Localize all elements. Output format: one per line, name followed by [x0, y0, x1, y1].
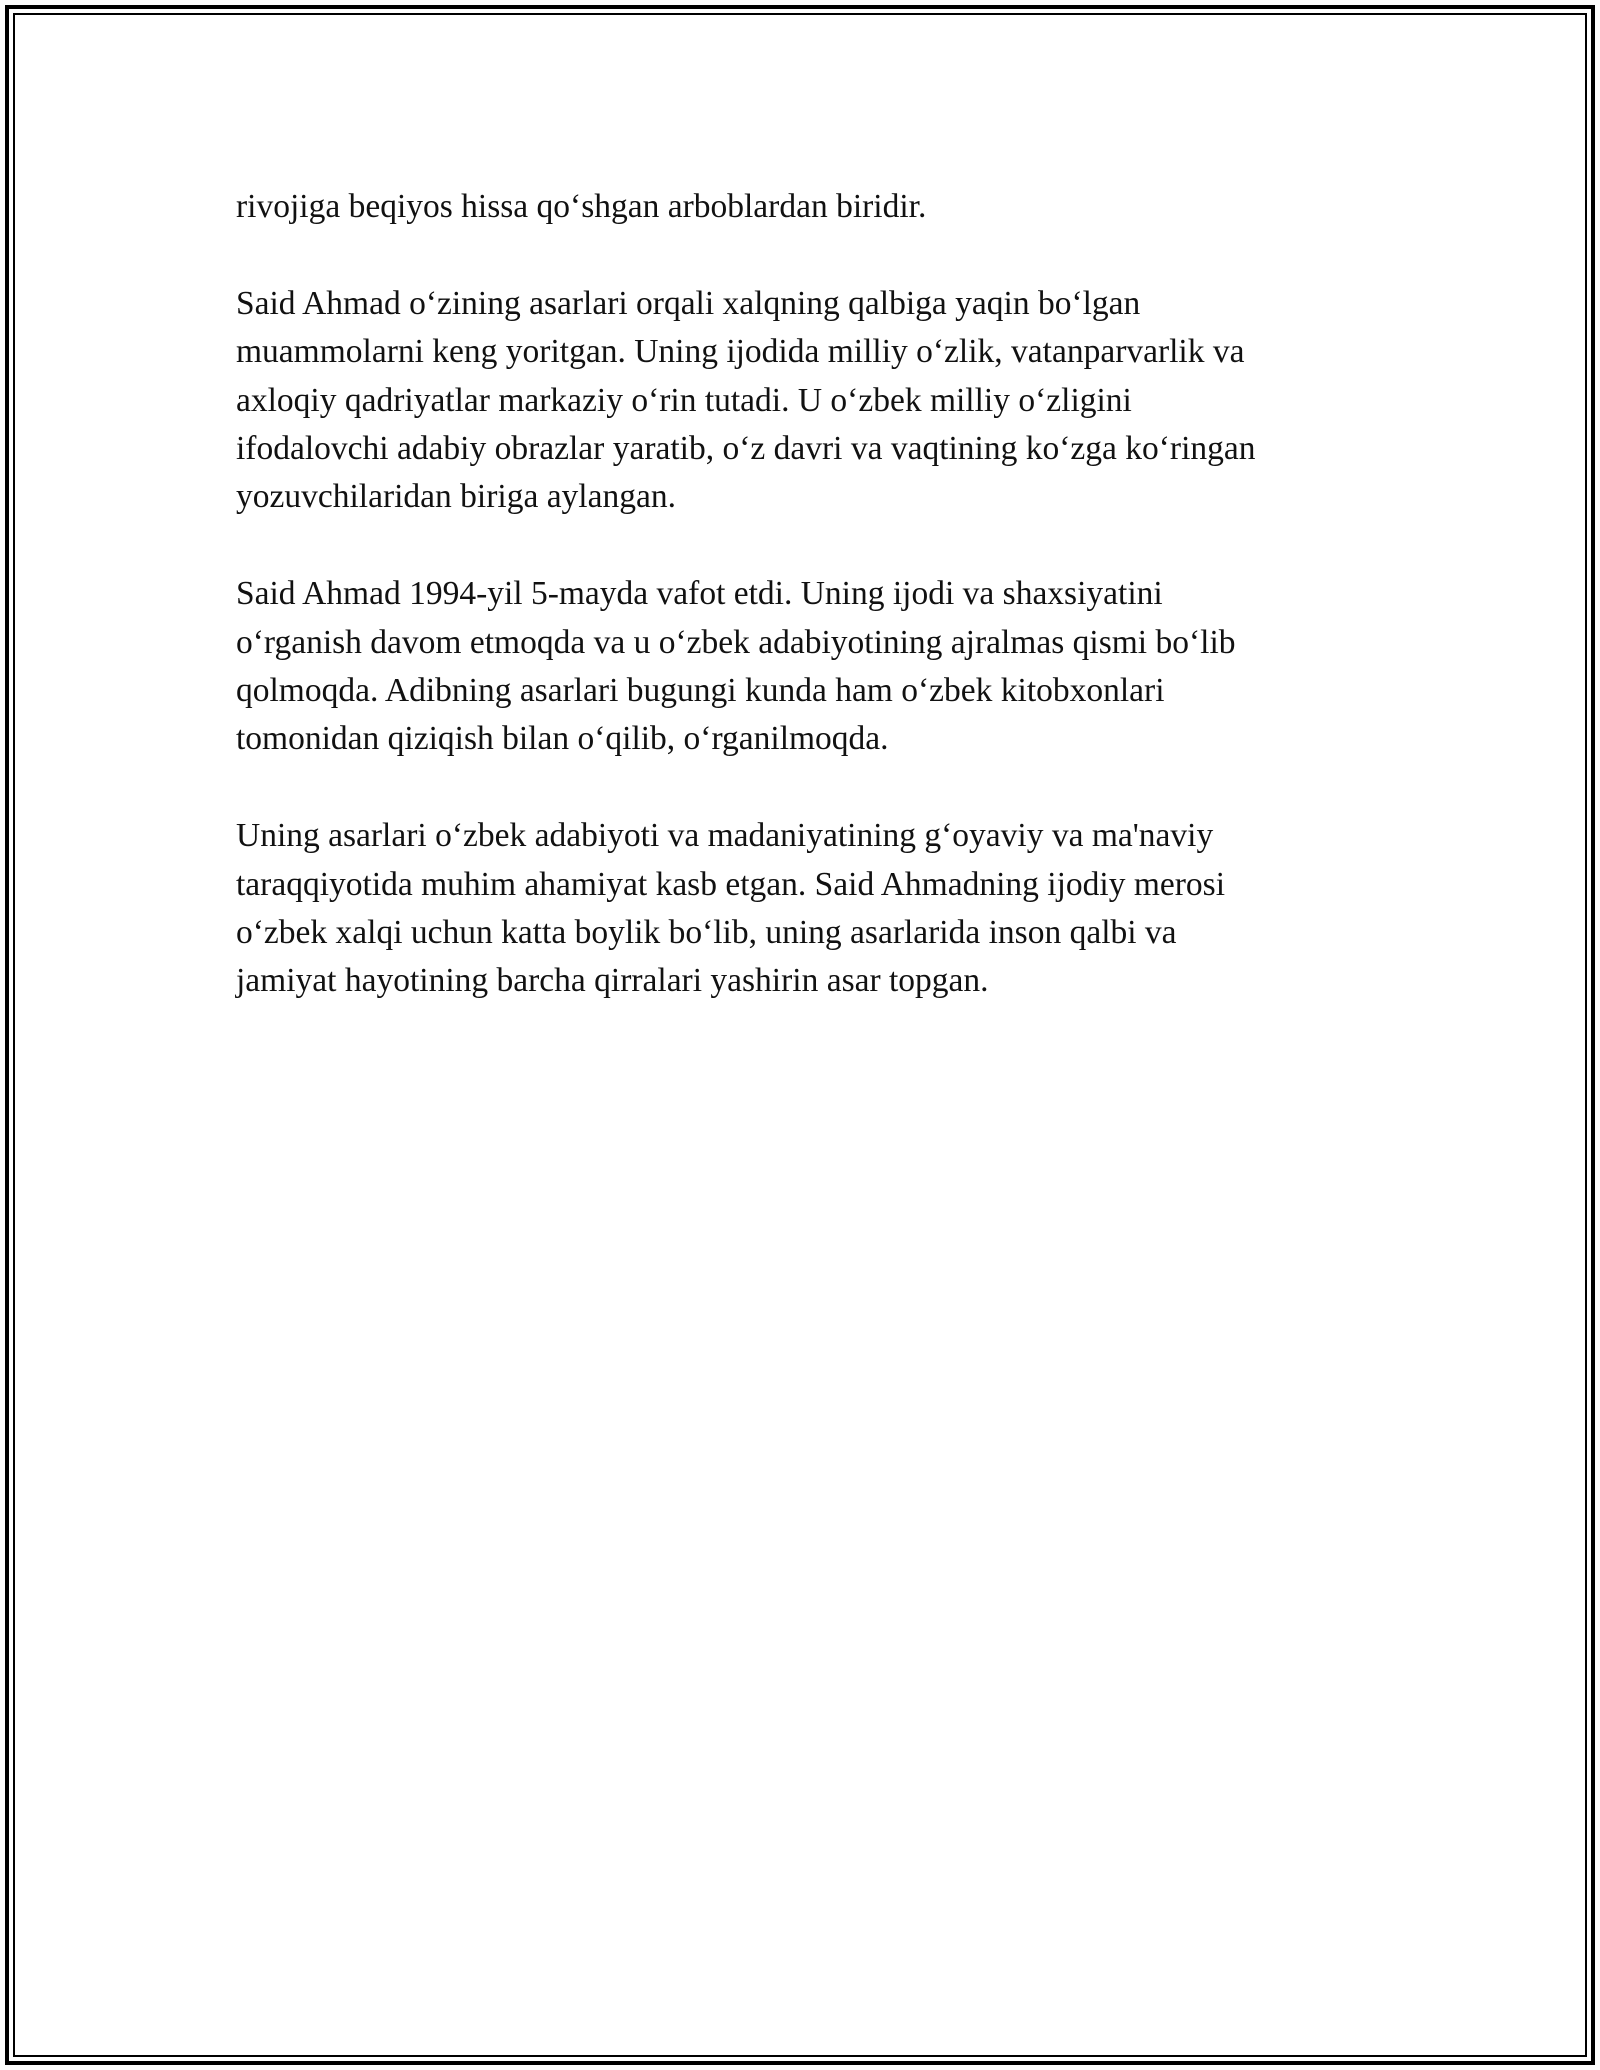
document-body	[236, 183, 1376, 1054]
paragraph-legacy: Uning asarlari o‘zbek adabiyoti va madaniyatining g‘oyaviy va ma'naviy taraqqiyotida muhim ahamiyat kasb etgan. Said Ahmadning ijodiy merosi o‘zbek xalqi uchun katta boylik bo‘lib, uning asarlarida inson qalbi va jamiyat hayotining barcha qirralari yashirin asar topgan.	[236, 817, 1226, 1000]
paragraph-continuation: rivojiga beqiyos hissa qo‘shgan arboblardan biridir.	[236, 188, 927, 225]
paragraph-themes: Said Ahmad o‘zining asarlari orqali xalqning qalbiga yaqin bo‘lgan muammolarni keng yoritgan. Uning ijodida milliy o‘zlik, vatanparvarlik va axloqiy qadriyatlar markaziy o‘rin tutadi. U o‘zbek milliy o‘zligini ifodalovchi adabiy obrazlar yaratib, o‘z davri va vaqtining ko‘zga ko‘ringan yozuvchilaridan biriga aylangan.	[236, 284, 1256, 516]
paragraph-death: Said Ahmad 1994-yil 5-mayda vafot etdi. Uning ijodi va shaxsiyatini o‘rganish davom etmoqda va u o‘zbek adabiyotining ajralmas qismi bo‘lib qolmoqda. Adibning asarlari bugungi kunda ham o‘zbek kitobxonlari tomonidan qiziqish bilan o‘qilib, o‘rganilmoqda.	[236, 575, 1236, 758]
